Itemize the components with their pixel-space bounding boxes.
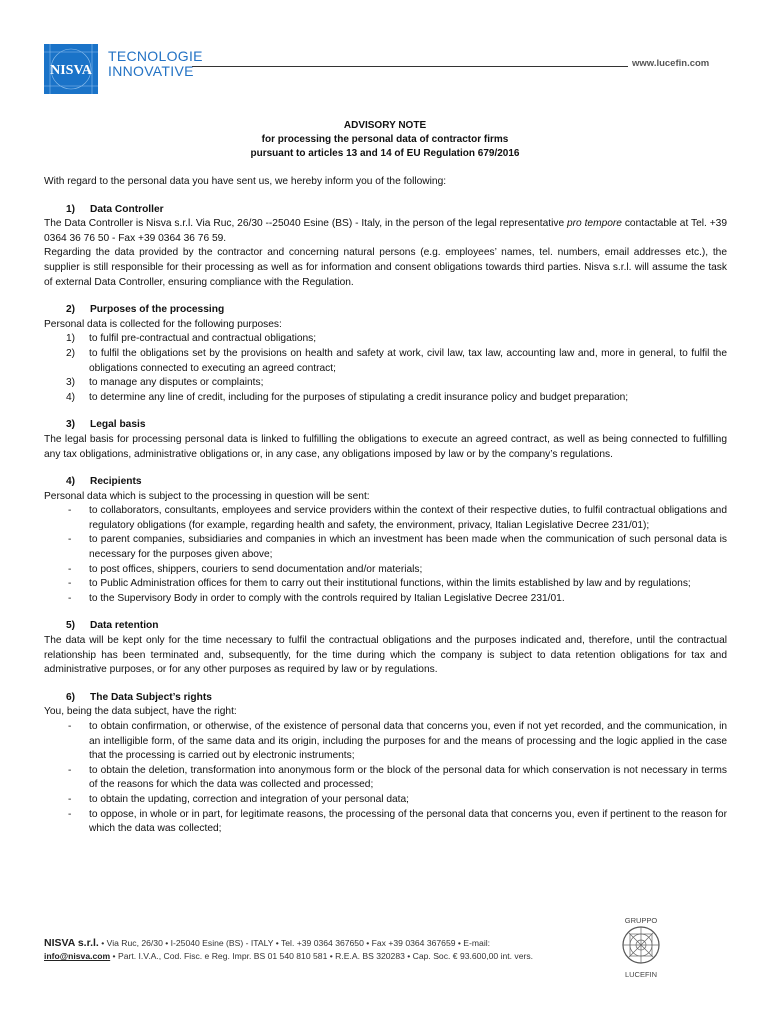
list-marker: 4) [66, 391, 76, 403]
company-footer [44, 937, 604, 963]
list-item-text: to fulfil the obligations set by the provisions on health and safety at work, civil law, tax law, accounting law and, more in general, to fulfil the obligations connected to executing an agreed contract; [89, 347, 727, 374]
section-number: 3) [66, 419, 76, 431]
group-logo-bottom: LUCEFIN [624, 970, 658, 979]
list-marker: - [68, 808, 72, 820]
recipients-lead: Personal data which is subject to the processing in question will be sent: [44, 490, 370, 502]
logo-text: NISVA [50, 63, 92, 78]
list-item-text: to determine any line of credit, including for the purposes of stipulating a credit insurance policy and budget preparation; [89, 391, 629, 403]
list-item-text: to parent companies, subsidiaries and companies in which an investment has been made when the communication of such personal data is necessary for the purposes given above; [89, 534, 727, 561]
lucefin-emblem-icon [621, 925, 661, 965]
list-marker: 1) [66, 333, 76, 345]
title-line-3: pursuant to articles 13 and 14 of EU Regulation 679/2016 [250, 148, 520, 159]
list-marker: - [68, 764, 72, 776]
list-item [44, 720, 727, 764]
list-item [44, 376, 727, 391]
document-title [0, 119, 770, 161]
nisva-logo [44, 44, 98, 94]
section-title: Purposes of the processing [90, 304, 225, 316]
list-item-text: to Public Administration offices for them to carry out their institutional functions, within the limits established by law and by regulations; [89, 578, 691, 590]
section-title: The Data Subject’s rights [90, 691, 212, 703]
list-item-text: to collaborators, consultants, employees and service providers within the context of their respective duties, to fulfil contractual obligations and regulatory obligations (for example, regarding health and safety, the environment, privacy, Italian Legislative Decree 231/01); [89, 505, 727, 531]
section-number: 6) [66, 691, 76, 703]
section-2-heading [44, 303, 727, 318]
section-title: Legal basis [90, 419, 146, 431]
list-item [44, 332, 727, 347]
contractor-paragraph: Regarding the data provided by the contractor and concerning natural persons (e.g. employees’ names, tel. numbers, email addresses etc.), the supplier is still responsible for their processing as well as for information and consent obligations towards third parties. Nisva s.r.l. will assume the task of external Data Controller, ensuring compliance with the Regulation. [44, 247, 727, 288]
list-item [44, 347, 727, 376]
brand-line-2: INNOVATIVE [108, 63, 194, 79]
controller-text: The Data Controller is Nisva s.r.l. Via Ruc, 26/30 --25040 Esine (BS) - Italy, in the person of the legal representative [44, 218, 567, 230]
section-number: 4) [66, 476, 76, 488]
list-item-text: to the Supervisory Body in order to comply with the controls required by Italian Legislative Decree 231/01. [89, 592, 565, 604]
company-name: NISVA s.r.l. [44, 937, 99, 949]
list-item [44, 764, 727, 793]
section-title: Data Controller [90, 203, 164, 215]
list-item [44, 577, 727, 592]
rights-lead: You, being the data subject, have the right: [44, 706, 237, 718]
section-4-heading [44, 475, 727, 490]
list-item-text: to fulfil pre-contractual and contractual obligations; [89, 333, 317, 345]
rights-list [44, 720, 727, 837]
list-marker: - [68, 534, 72, 546]
section-6-heading [44, 691, 727, 706]
brand-name [108, 49, 203, 79]
list-item-text: to obtain the updating, correction and integration of your personal data; [89, 793, 409, 805]
section-1-heading [44, 203, 727, 218]
list-item-text: to manage any disputes or complaints; [89, 377, 264, 389]
purposes-lead: Personal data is collected for the following purposes: [44, 318, 282, 330]
list-item [44, 793, 727, 808]
brand-line-1: TECNOLOGIE [108, 48, 203, 64]
list-marker: 3) [66, 377, 76, 389]
list-marker: 2) [66, 347, 76, 359]
list-item [44, 504, 727, 533]
section-number: 2) [66, 304, 76, 316]
controller-contact: contactable at Tel. +39 0364 36 76 50 - Fax +39 0364 36 76 59. [44, 218, 727, 244]
list-item [44, 533, 727, 562]
list-marker: - [68, 721, 72, 732]
section-number: 5) [66, 620, 76, 632]
list-item-text: to obtain the deletion, transformation into anonymous form or the block of the personal data for which conservation is not necessary in terms of the reasons for which the data was collected and processed; [89, 764, 727, 791]
controller-emphasis: pro tempore [567, 218, 622, 230]
list-item [44, 592, 727, 607]
list-item-text: to oppose, in whole or in part, for legitimate reasons, the processing of the personal data that concerns you, even if pertinent to the reason for which the data was collected; [89, 808, 727, 835]
list-marker: - [68, 563, 72, 575]
section-5-heading [44, 619, 727, 634]
retention-paragraph: The data will be kept only for the time necessary to fulfil the contractual obligations and the purposes indicated and, therefore, until the contractual relationship has been terminated and, subsequently, for the time during which the company is subject to data retention obligations for tax and administrative purposes, or for any other purposes as required by law or by regulations. [44, 635, 727, 676]
title-line-2: for processing the personal data of contractor firms [261, 134, 509, 145]
controller-paragraph [44, 217, 727, 246]
section-number: 1) [66, 203, 76, 215]
group-logo-top: GRUPPO [624, 916, 658, 925]
list-marker: - [68, 578, 72, 590]
footer-line-2 [44, 950, 604, 963]
header-rule [192, 66, 628, 67]
nisva-logo-graphic [44, 44, 98, 94]
list-item [44, 391, 727, 406]
section-title: Recipients [90, 476, 142, 488]
list-item [44, 808, 727, 837]
legal-basis-paragraph: The legal basis for processing personal data is linked to fulfilling the obligations to execute an agreed contract, as well as being connected to fulfilling any tax obligations, administrative obligations or, in any case, any obligations imposed by law or by the company’s regulations. [44, 433, 727, 460]
footer-line-1 [44, 937, 604, 950]
letterhead [44, 44, 770, 96]
recipients-list [44, 504, 727, 606]
list-item-text: to obtain confirmation, or otherwise, of the existence of personal data that concerns you, even if not yet recorded, and the communication, in an intelligible form, of the same data and its origin, including the purposes for and the means of processing and the logic applied in the case that the processing is carried out by electronic instruments; [89, 721, 727, 762]
purposes-list [44, 332, 727, 405]
footer-registration: • Part. I.V.A., Cod. Fisc. e Reg. Impr. BS 01 540 810 581 • R.E.A. BS 320283 • Cap. Soc. € 93.600,00 int. vers. [110, 951, 534, 961]
gruppo-lucefin-logo [617, 916, 665, 979]
list-item-text: to post offices, shippers, couriers to send documentation and/or materials; [89, 563, 423, 575]
intro-paragraph: With regard to the personal data you have sent us, we hereby inform you of the following: [44, 176, 447, 187]
title-line-1: ADVISORY NOTE [343, 120, 427, 131]
section-title: Data retention [90, 620, 159, 632]
website-link[interactable]: www.lucefin.com [632, 58, 710, 69]
footer-address: • Via Ruc, 26/30 • I-25040 Esine (BS) - ITALY • Tel. +39 0364 367650 • Fax +39 0364 367659 • E-mail: [98, 938, 491, 948]
list-marker: - [68, 793, 72, 805]
list-marker: - [68, 505, 72, 517]
list-item [44, 563, 727, 578]
document-body [44, 175, 727, 837]
section-3-heading [44, 418, 727, 433]
email-link[interactable]: info@nisva.com [44, 951, 111, 961]
list-marker: - [68, 592, 72, 604]
